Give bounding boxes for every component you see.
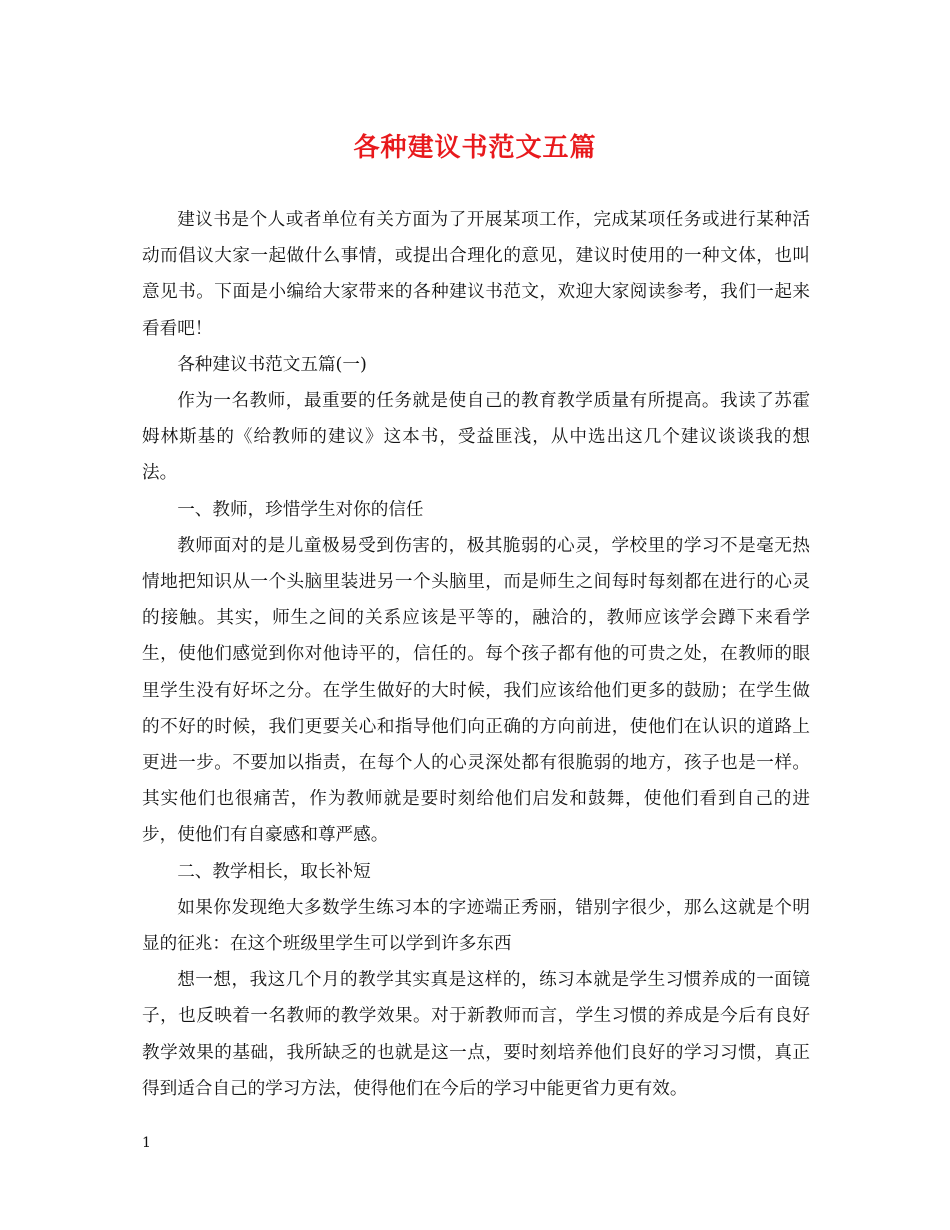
body-paragraph: 如果你发现绝大多数学生练习本的字迹端正秀丽，错别字很少，那么这就是个明显的征兆：在这个班级里学生可以学到许多东西	[142, 897, 810, 955]
document-body	[142, 202, 810, 1107]
body-paragraph: 教师面对的是儿童极易受到伤害的，极其脆弱的心灵，学校里的学习不是毫无热情地把知识从一个头脑里装进另一个头脑里，而是师生之间每时每刻都在进行的心灵的接触。其实，师生之间的关系应该是平等的，融洽的，教师应该学会蹲下来看学生，使他们感觉到你对他诗平的，信任的。每个孩子都有他的可贵之处，在教师的眼里学生没有好坏之分。在学生做好的大时候，我们应该给他们更多的鼓励；在学生做的不好的时候，我们更要关心和指导他们向正确的方向前进，使他们在认识的道路上更进一步。不要加以指责，在每个人的心灵深处都有很脆弱的地方，孩子也是一样。其实他们也很痛苦，作为教师就是要时刻给他们启发和鼓舞，使他们看到自己的进步，使他们有自豪感和尊严感。	[142, 535, 810, 846]
section-heading: 各种建议书范文五篇(一)	[177, 354, 367, 375]
body-paragraph: 想一想，我这几个月的教学其实真是这样的，练习本就是学生习惯养成的一面镜子，也反映着一名教师的教学效果。对于新教师而言，学生习惯的养成是今后有良好教学效果的基础，我所缺乏的也就是这一点，要时刻培养他们良好的学习习惯，真正得到适合自己的学习方法，使得他们在今后的学习中能更省力更有效。	[142, 970, 810, 1099]
intro-paragraph: 建议书是个人或者单位有关方面为了开展某项工作，完成某项任务或进行某种活动而倡议大家一起做什么事情，或提出合理化的意见，建议时使用的一种文体，也叫意见书。下面是小编给大家带来的各种建议书范文，欢迎大家阅读参考，我们一起来看看吧！	[142, 210, 810, 339]
body-paragraph: 作为一名教师，最重要的任务就是使自己的教育教学质量有所提高。我读了苏霍姆林斯基的《给教师的建议》这本书，受益匪浅，从中选出这几个建议谈谈我的想法。	[142, 391, 810, 484]
page-number: 1	[142, 1135, 151, 1151]
subheading: 二、教学相长，取长补短	[177, 861, 371, 882]
document-title: 各种建议书范文五篇	[353, 133, 597, 163]
subheading: 一、教师，珍惜学生对你的信任	[177, 499, 424, 520]
